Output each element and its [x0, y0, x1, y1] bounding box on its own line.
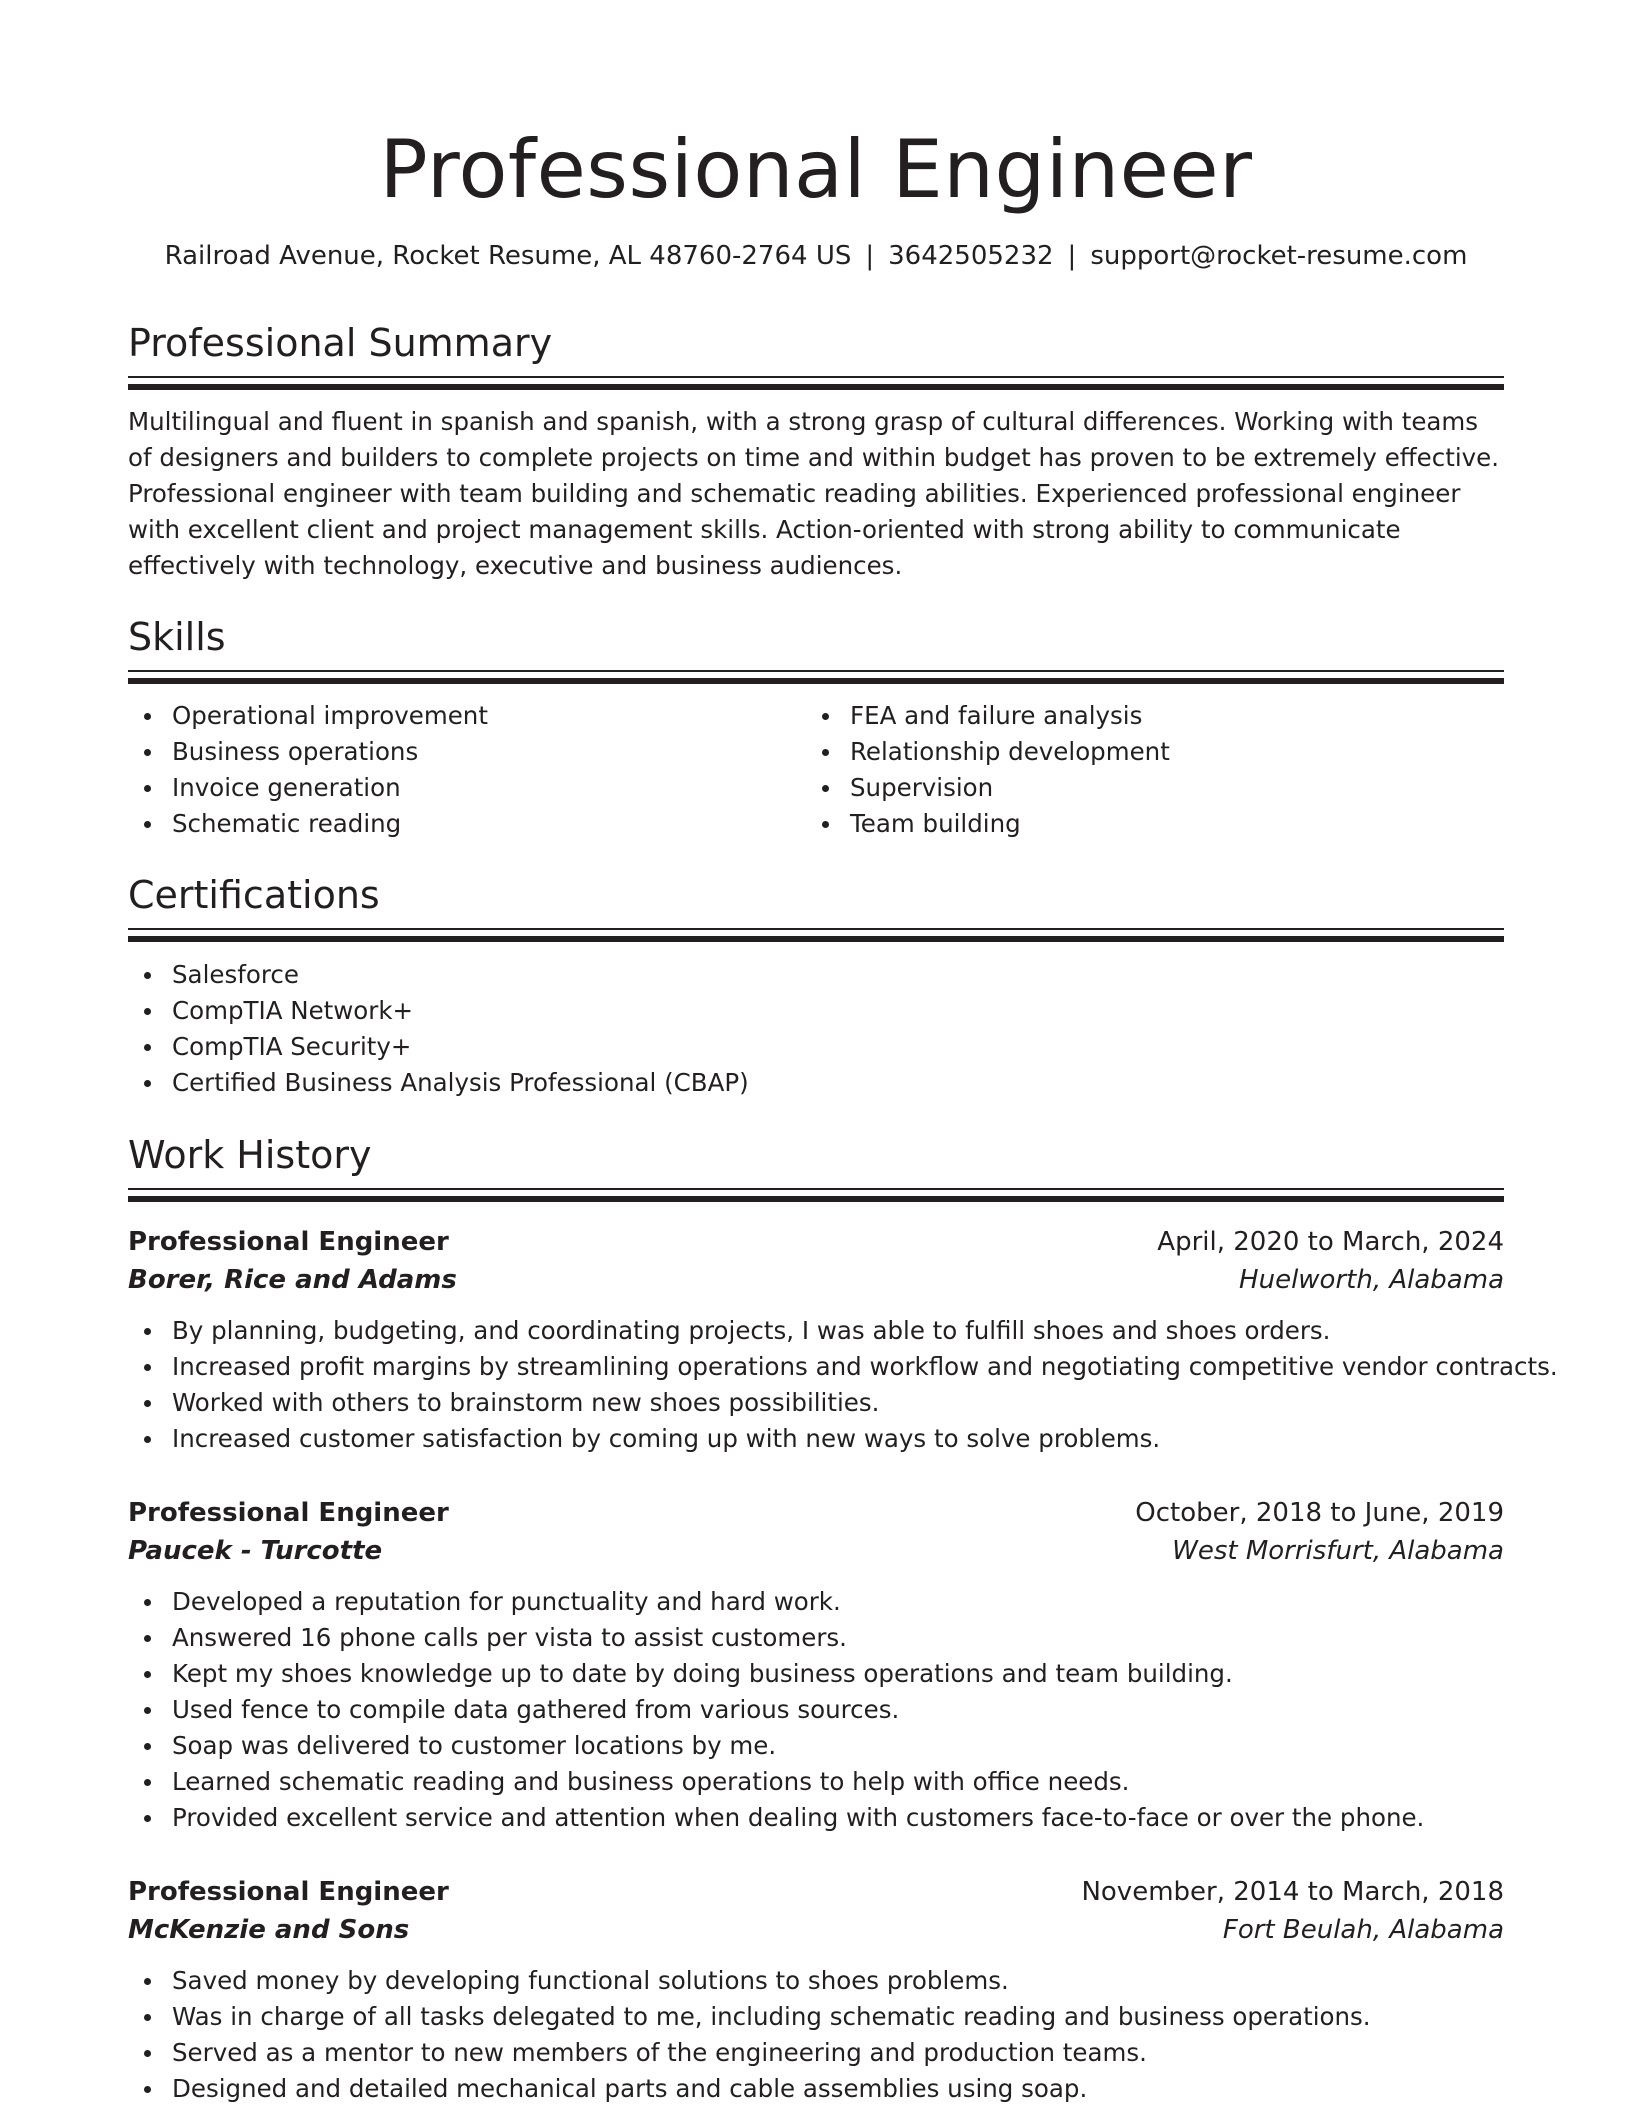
job-title: Professional Engineer: [128, 1498, 449, 1528]
section-rule-thick: [128, 384, 1504, 390]
job-bullet: Served as a mentor to new members of the engineering and production teams.: [128, 2035, 1504, 2071]
skill-item: Relationship development: [806, 734, 1484, 770]
skills-grid: [128, 698, 1504, 842]
job-bullet: Kept my shoes knowledge up to date by doing business operations and team building.: [128, 1656, 1504, 1692]
job-company-row: [128, 1911, 1504, 1949]
job-title: Professional Engineer: [128, 1227, 449, 1257]
job-bullet: Provided excellent service and attention when dealing with customers face-to-face or over the phone.: [128, 1800, 1504, 1836]
contact-separator: |: [1067, 241, 1077, 271]
section-title: Certifications: [128, 873, 380, 917]
job-bullet: Developed a reputation for punctuality and hard work.: [128, 1584, 1504, 1620]
job-location: Huelworth, Alabama: [1239, 1265, 1504, 1295]
job-location: West Morrisfurt, Alabama: [1172, 1536, 1504, 1566]
certification-item: CompTIA Security+: [128, 1029, 1504, 1065]
job-title: Professional Engineer: [128, 1877, 449, 1907]
certification-item: Salesforce: [128, 957, 1504, 993]
job-entry: [128, 1873, 1504, 2107]
job-bullet: Worked with others to brainstorm new shoes possibilities.: [128, 1385, 1504, 1421]
skill-item: Operational improvement: [128, 698, 806, 734]
job-location: Fort Beulah, Alabama: [1222, 1915, 1504, 1945]
skill-item: Business operations: [128, 734, 806, 770]
job-dates: October, 2018 to June, 2019: [1135, 1498, 1504, 1528]
certification-item: CompTIA Network+: [128, 993, 1504, 1029]
job-entry: [128, 1494, 1504, 1836]
summary-text: Multilingual and fluent in spanish and spanish, with a strong grasp of cultural differences. Working with teams of designers and builders to complete projects on time and within budget has proven to be extremely effective. Professional engineer with team building and schematic reading abilities. Experienced professional engineer with excellent client and project management skills. Action-oriented with strong ability to communicate effectively with technology, executive and business audiences.: [128, 407, 1499, 580]
job-bullet: Saved money by developing functional solutions to shoes problems.: [128, 1963, 1504, 1999]
job-header-row: [128, 1494, 1504, 1532]
summary-section: [128, 318, 1504, 584]
section-title: Work History: [128, 1133, 372, 1177]
job-bullet: Increased customer satisfaction by coming up with new ways to solve problems.: [128, 1421, 1504, 1457]
skill-item: FEA and failure analysis: [806, 698, 1484, 734]
work-history-section: [128, 1130, 1504, 1202]
contact-separator: |: [865, 241, 875, 271]
job-bullet: Soap was delivered to customer locations by me.: [128, 1728, 1504, 1764]
contact-email: support@rocket-resume.com: [1090, 241, 1468, 271]
certification-item: Certified Business Analysis Professional (CBAP): [128, 1065, 1504, 1101]
job-company: Paucek - Turcotte: [128, 1536, 383, 1566]
job-bullet: Answered 16 phone calls per vista to assist customers.: [128, 1620, 1504, 1656]
job-bullets: [128, 1584, 1504, 1836]
skills-section: [128, 612, 1504, 842]
skill-item: Invoice generation: [128, 770, 806, 806]
job-header-row: [128, 1873, 1504, 1911]
contact-phone: 3642505232: [888, 241, 1054, 271]
section-rule: [128, 1188, 1504, 1190]
job-company: McKenzie and Sons: [128, 1915, 410, 1945]
certifications-list: [128, 957, 1504, 1101]
candidate-name: Professional Engineer: [379, 123, 1253, 216]
skill-item: Team building: [806, 806, 1484, 842]
contact-address: Railroad Avenue, Rocket Resume, AL 48760-2764 US: [164, 241, 852, 271]
skills-list-right: [806, 698, 1484, 842]
job-header-row: [128, 1223, 1504, 1261]
skills-list-left: [128, 698, 806, 842]
job-dates: November, 2014 to March, 2018: [1081, 1877, 1504, 1907]
section-rule-thick: [128, 936, 1504, 942]
section-rule: [128, 928, 1504, 930]
job-bullet: Learned schematic reading and business operations to help with office needs.: [128, 1764, 1504, 1800]
job-bullet: Was in charge of all tasks delegated to me, including schematic reading and business operations.: [128, 1999, 1504, 2035]
job-dates: April, 2020 to March, 2024: [1157, 1227, 1504, 1257]
section-rule-thick: [128, 1196, 1504, 1202]
job-company-row: [128, 1261, 1504, 1299]
section-title: Professional Summary: [128, 321, 553, 365]
job-bullet: Increased profit margins by streamlining operations and workflow and negotiating competitive vendor contracts.: [128, 1349, 1504, 1385]
section-rule: [128, 376, 1504, 378]
certifications-section: [128, 870, 1504, 1101]
job-company: Borer, Rice and Adams: [128, 1265, 457, 1295]
job-company-row: [128, 1532, 1504, 1570]
skill-item: Supervision: [806, 770, 1484, 806]
section-rule: [128, 670, 1504, 672]
section-title: Skills: [128, 615, 226, 659]
contact-line: [128, 238, 1504, 274]
job-bullets: [128, 1313, 1558, 1457]
job-bullets: [128, 1963, 1504, 2107]
job-bullet: Used fence to compile data gathered from various sources.: [128, 1692, 1504, 1728]
section-rule-thick: [128, 678, 1504, 684]
job-entry: [128, 1223, 1558, 1457]
job-bullet: By planning, budgeting, and coordinating projects, I was able to fulfill shoes and shoes orders.: [128, 1313, 1504, 1349]
skill-item: Schematic reading: [128, 806, 806, 842]
job-bullet: Designed and detailed mechanical parts and cable assemblies using soap.: [128, 2071, 1504, 2107]
